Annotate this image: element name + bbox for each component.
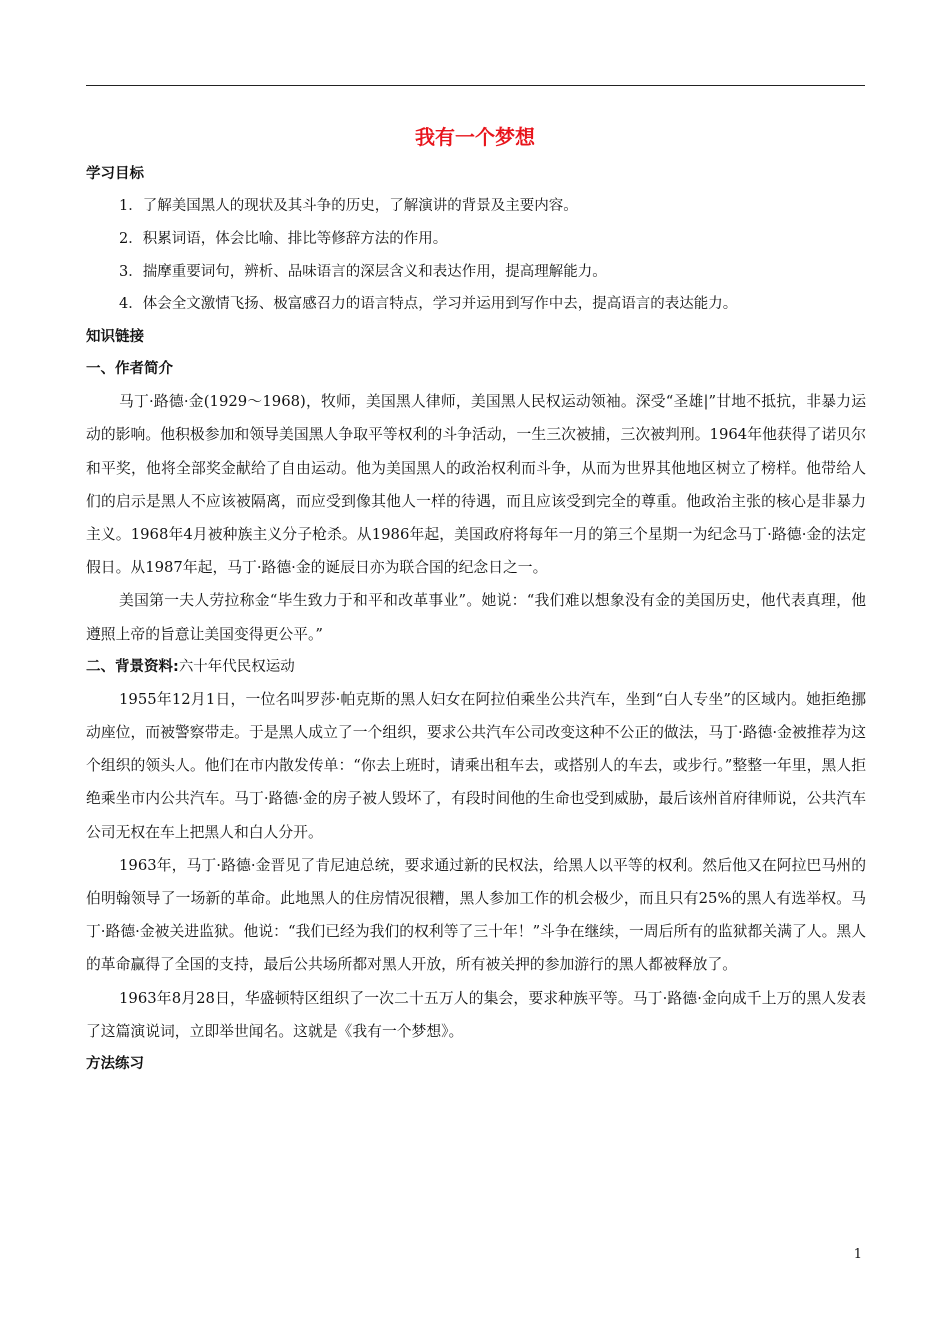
background-heading [86,651,866,683]
background-paragraph: 1955年12月1日，一位名叫罗莎·帕克斯的黑人妇女在阿拉伯乘坐公共汽车，坐到“白人专坐”的区域内。她拒绝挪动座位，而被警察带走。于是黑人成立了一个组织，要求公共汽车公司改变这种不公正的做法，马丁·路德·金被推荐为这个组织的领头人。他们在市内散发传单：“你去上班时，请乘出租车去，或搭别人的车去，或步行。”整整一年里，黑人拒绝乘坐市内公共汽车。马丁·路德·金的房子被人毁坏了，有段时间他的生命也受到威胁，最后该州首府律师说，公共汽车公司无权在车上把黑人和白人分开。 [86,690,866,841]
background-paragraph: 1963年8月28日，华盛顿特区组织了一次二十五万人的集会，要求种族平等。马丁·路德·金向成千上万的黑人发表了这篇演说词，立即举世闻名。这就是《我有一个梦想》。 [86,989,866,1040]
document-body [86,158,866,1080]
document-title: 我有一个梦想 [415,125,535,149]
author-paragraph: 美国第一夫人劳拉称金“毕生致力于和平和改革事业”。她说：“我们难以想象没有金的美国历史，他代表真理，他遵照上帝的旨意让美国变得更公平。” [86,592,866,643]
background-heading-label: 二、背景资料: [86,658,179,675]
goal-item: 1．了解美国黑人的现状及其斗争的历史，了解演讲的背景及主要内容。 [119,198,578,214]
background-paragraph: 1963年，马丁·路德·金晋见了肯尼迪总统，要求通过新的民权法，给黑人以平等的权利。然后他又在阿拉巴马州的伯明翰领导了一场新的革命。此地黑人的住房情况很糟，黑人参加工作的机会极少，而且只有25%的黑人有选举权。马丁·路德·金被关进监狱。他说：“我们已经为我们的权利等了三十年！”斗争在继续，一周后所有的监狱都关满了人。黑人的革命赢得了全国的支持，最后公共场所都对黑人开放，所有被关押的参加游行的黑人都被释放了。 [86,856,866,974]
goals-heading: 学习目标 [86,166,144,182]
methods-heading: 方法练习 [86,1056,144,1073]
header-rule [86,85,865,86]
goal-item: 4．体会全文激情飞扬、极富感召力的语言特点，学习并运用到写作中去，提高语言的表达能力。 [119,296,738,313]
goal-item: 2．积累词语，体会比喻、排比等修辞方法的作用。 [119,230,448,247]
author-heading: 一、作者简介 [86,361,173,378]
knowledge-heading: 知识链接 [86,329,144,346]
background-subtitle: 六十年代民权运动 [178,658,295,675]
author-paragraph: 马丁·路德·金(1929～1968)，牧师，美国黑人律师，美国黑人民权运动领袖。深受“圣雄|”甘地不抵抗，非暴力运动的影响。他积极参加和领导美国黑人争取平等权利的斗争活动，一生三次被捕，三次被判刑。1964年他获得了诺贝尔和平奖，他将全部奖金献给了自由运动。他为美国黑人的政治权利而斗争，从而为世界其他地区树立了榜样。他带给人们的启示是黑人不应该被隔离，而应受到像其他人一样的待遇，而且应该受到完全的尊重。他政治主张的核心是非暴力主义。1968年4月被种族主义分子枪杀。从1986年起，美国政府将每年一月的第三个星期一为纪念马丁·路德·金的法定假日。从1987年起，马丁·路德·金的诞辰日亦为联合国的纪念日之一。 [86,393,866,577]
goal-item: 3．揣摩重要词句，辨析、品味语言的深层含义和表达作用，提高理解能力。 [119,263,607,280]
page-number: 1 [853,1247,862,1262]
